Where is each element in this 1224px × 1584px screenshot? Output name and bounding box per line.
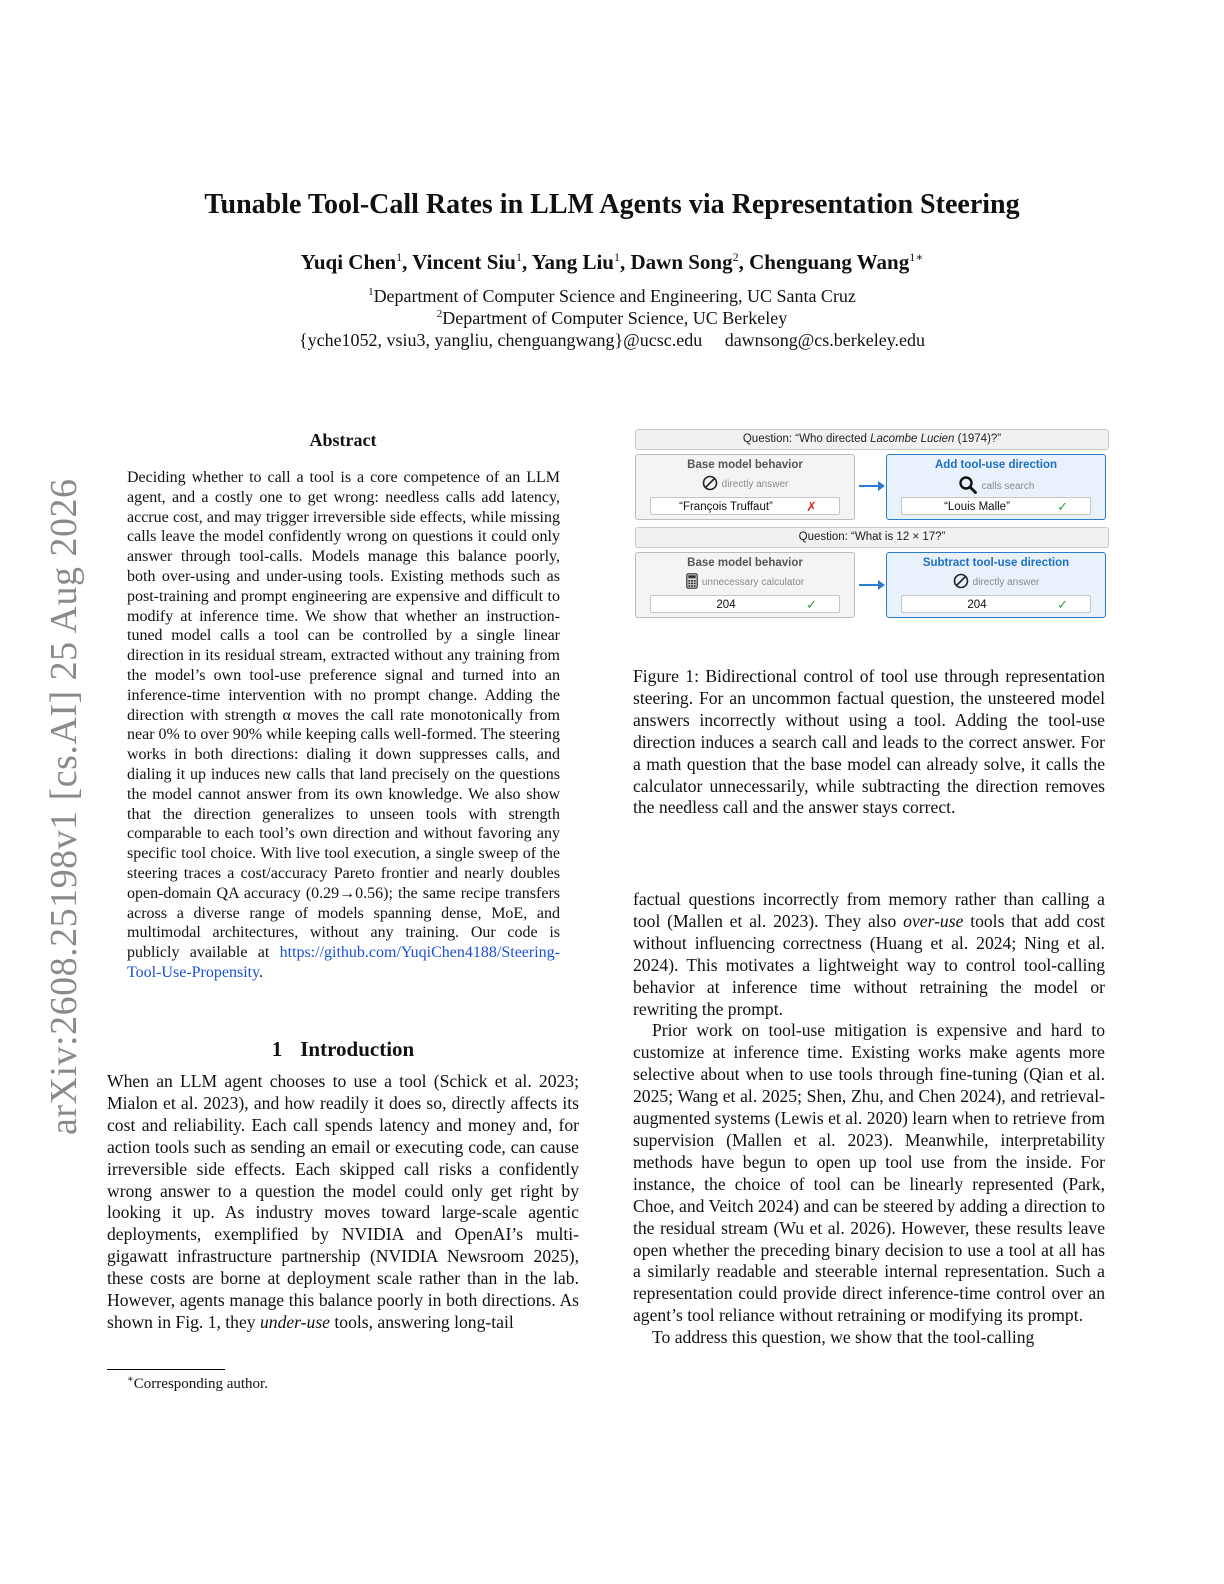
abstract-body <box>127 468 560 983</box>
author-list: Yuqi Chen$^1$, Vincent Siu$^1$, Yang Liu$^1$, Dawn Song$^2$, Chenguang Wang$^{1∗}$ <box>300 250 924 274</box>
box-subtitle <box>887 475 1105 498</box>
footnote-text: Corresponding author. <box>133 1376 268 1392</box>
left-column-text <box>107 1071 579 1334</box>
paragraph-text: tools that add cost without influencing correctness (Huang et al. 2024; Ning et al. 2024). This motivates a lightweight way to control tool-calling behavior at inference time without retraining the model or rewriting the prompt. <box>633 910 1105 1019</box>
right-column-text <box>633 889 1105 1349</box>
check-icon: ✓ <box>806 597 817 612</box>
box-title: Base model behavior <box>687 459 803 471</box>
base-behavior-box <box>635 552 855 618</box>
arrow-icon <box>859 584 883 586</box>
paragraph-text: tools, answering long-tail <box>334 1311 514 1332</box>
author-emails: {yche1052, vsiu3, yangliu, chenguangwang}@ucsc.edu dawnsong@cs.berkeley.edu <box>298 330 926 350</box>
section-number: 1 <box>271 1037 283 1061</box>
answer-text: 204 <box>967 599 987 611</box>
emphasis-text: under-use <box>259 1311 330 1332</box>
answer-text: “Louis Malle” <box>944 501 1010 513</box>
box-subtitle <box>887 573 1105 592</box>
arxiv-watermark: arXiv:2608.25198v1 [cs.AI] 25 Aug 2026 <box>43 478 85 1135</box>
question-text: (1974)?” <box>954 433 1002 445</box>
affiliation-1 <box>0 286 1224 307</box>
footnote-mark: ∗ <box>127 1374 134 1385</box>
emphasis-text: over-use <box>903 910 964 931</box>
subtitle-text: directly answer <box>721 479 789 491</box>
subtitle-text: calls search <box>981 481 1035 493</box>
box-title: Add tool-use direction <box>934 459 1058 471</box>
section-title: Introduction <box>300 1037 415 1061</box>
subtitle-text: unnecessary calculator <box>701 577 805 589</box>
question-bar-2: Question: “What is 12 × 17?” <box>635 527 1109 548</box>
abstract-end: . <box>259 963 264 981</box>
footnote-rule <box>107 1369 225 1370</box>
question-title: Lacombe Lucien <box>870 433 955 445</box>
box-subtitle <box>636 573 854 592</box>
question-bar-1 <box>635 429 1109 450</box>
box-title: Base model behavior <box>687 557 803 569</box>
paragraph-text: To address this question, we show that the tool-calling <box>652 1327 1035 1348</box>
affiliation-text: Department of Computer Science and Engineering, UC Santa Cruz <box>373 286 856 306</box>
search-icon <box>958 475 978 498</box>
steered-behavior-box <box>886 552 1106 618</box>
affiliation-text: Department of Computer Science, UC Berkeley <box>442 308 788 328</box>
author-affil-mark: 2 <box>732 250 739 264</box>
author-name: Dawn Song <box>630 250 733 274</box>
affil-mark: 2 <box>436 308 443 320</box>
steered-behavior-box <box>886 454 1106 520</box>
answer-text: 204 <box>716 599 736 611</box>
figure-caption: Figure 1: Bidirectional control of tool use through representation steering. For an uncommon factual question, the unsteered model answers incorrectly without using a tool. Adding the tool-use direction induces a search call and leads to the correct answer. For a math question that the base model can already solve, it calls the calculator unnecessarily, while subtracting the direction removes the needless call and the answer stays correct. <box>633 666 1105 818</box>
author-name: Chenguang Wang <box>749 250 910 274</box>
box-title: Subtract tool-use direction <box>922 557 1070 569</box>
answer-field <box>650 595 840 613</box>
author-name: Yuqi Chen <box>300 250 397 274</box>
abstract-heading: Abstract <box>309 430 377 450</box>
subtitle-text: directly answer <box>972 577 1040 589</box>
paper-title: Tunable Tool-Call Rates in LLM Agents via Representation Steering <box>204 189 1020 220</box>
no-call-icon <box>953 573 969 592</box>
cross-icon: ✗ <box>806 499 817 514</box>
check-icon: ✓ <box>1057 499 1068 514</box>
footnote <box>127 1374 268 1393</box>
author-name: Vincent Siu <box>412 250 516 274</box>
author-affil-mark: 1 <box>515 250 522 264</box>
answer-text: “François Truffaut” <box>679 501 773 513</box>
question-text: Question: “Who directed <box>742 433 871 445</box>
author-affil-mark: 1 <box>613 250 620 264</box>
answer-field <box>901 497 1091 515</box>
answer-field <box>901 595 1091 613</box>
paragraph-text: When an LLM agent chooses to use a tool (Schick et al. 2023; Mialon et al. 2023), and how readily it does so, directly affects its cost and reliability. Each call spends latency and money and, for action tools such as sending an email or executing code, can cause irreversible side effects. Each skipped call risks a confidently wrong answer to a question the model could only get right by looking it up. As industry moves toward large-scale agentic deployments, exemplified by NVIDIA and OpenAI’s multi-gigawatt infrastructure partnership (NVIDIA Newsroom 2025), these costs are borne at deployment scale rather than in the lab. However, agents manage this balance poorly in both directions. As shown in Fig. 1, they <box>107 1071 579 1332</box>
base-behavior-box <box>635 454 855 520</box>
code-link[interactable]: https://github.com/YuqiChen4188/Steering-Tool-Use-Propensity <box>127 944 560 981</box>
arrow-icon <box>859 485 883 487</box>
no-call-icon <box>702 475 718 494</box>
author-name: Yang Liu <box>531 250 614 274</box>
answer-field <box>650 497 840 515</box>
abstract-text: Deciding whether to call a tool is a core competence of an LLM agent, and a costly one to get wrong: needless calls add latency, accrue cost, and may trigger irreversible side effects, while missing calls leave the model confidently wrong on questions it could only answer through tool-calls. Models manage this balance poorly, both over-using and under-using tools. Existing methods such as post-training and prompt engineering are expensive and difficult to modify at inference time. We show that whether an instruction-tuned model calls a tool can be controlled by a single linear direction in its residual stream, extracted without any training from the model’s own tool-use preference signal and turned into an inference-time intervention with no prompt change. Adding the direction with strength α moves the call rate monotonically from near 0% to over 90% while keeping calls well-formed. The steering works in both directions: dialing it down suppresses calls, and dialing it up induces new calls that land precisely on the questions the model cannot answer from its own knowledge. We also show that the direction generalizes to unseen tools with strength comparable to each tool’s own direction and without favoring any specific tool choice. With live tool execution, a single sweep of the steering traces a cost/accuracy Pareto frontier and nearly doubles open-domain QA accuracy (0.29→0.56); the same recipe transfers across a diverse range of models spanning dense, MoE, and multimodal architectures, without any training. Our code is publicly available at <box>127 469 560 962</box>
affiliation-2 <box>0 308 1224 329</box>
author-affil-mark: 1∗ <box>909 250 924 264</box>
affil-mark: 1 <box>368 286 374 298</box>
section-heading <box>107 1037 579 1062</box>
author-affil-mark: 1 <box>396 250 403 264</box>
paragraph-text: factual questions incorrectly from memory rather than calling a tool (Mallen et al. 2023). They also <box>633 889 1105 931</box>
figure-1 <box>633 428 1109 624</box>
check-icon: ✓ <box>1057 597 1068 612</box>
box-subtitle <box>636 475 854 494</box>
calculator-icon <box>686 573 698 592</box>
paragraph-text: Prior work on tool-use mitigation is expensive and hard to customize at inference time. Existing works make agents more selective about when to use tools through fine-tuning (Qian et al. 2025; Wang et al. 2025; Shen, Zhu, and Chen 2024), and retrieval-augmented systems (Lewis et al. 2020) learn when to retrieve from supervision (Mallen et al. 2023). Meanwhile, interpretability methods have begun to open up tool use from the inside. For instance, the choice of tool can be linearly represented (Park, Choe, and Veitch 2024) and can be steered by adding a direction to the residual stream (Wu et al. 2026). However, these results leave open whether the preceding binary decision to use a tool at all has a similarly readable and steerable internal representation. Such a representation could provide direct inference-time control over an agent’s tool reliance without retraining or modifying its prompt. <box>633 1020 1105 1326</box>
